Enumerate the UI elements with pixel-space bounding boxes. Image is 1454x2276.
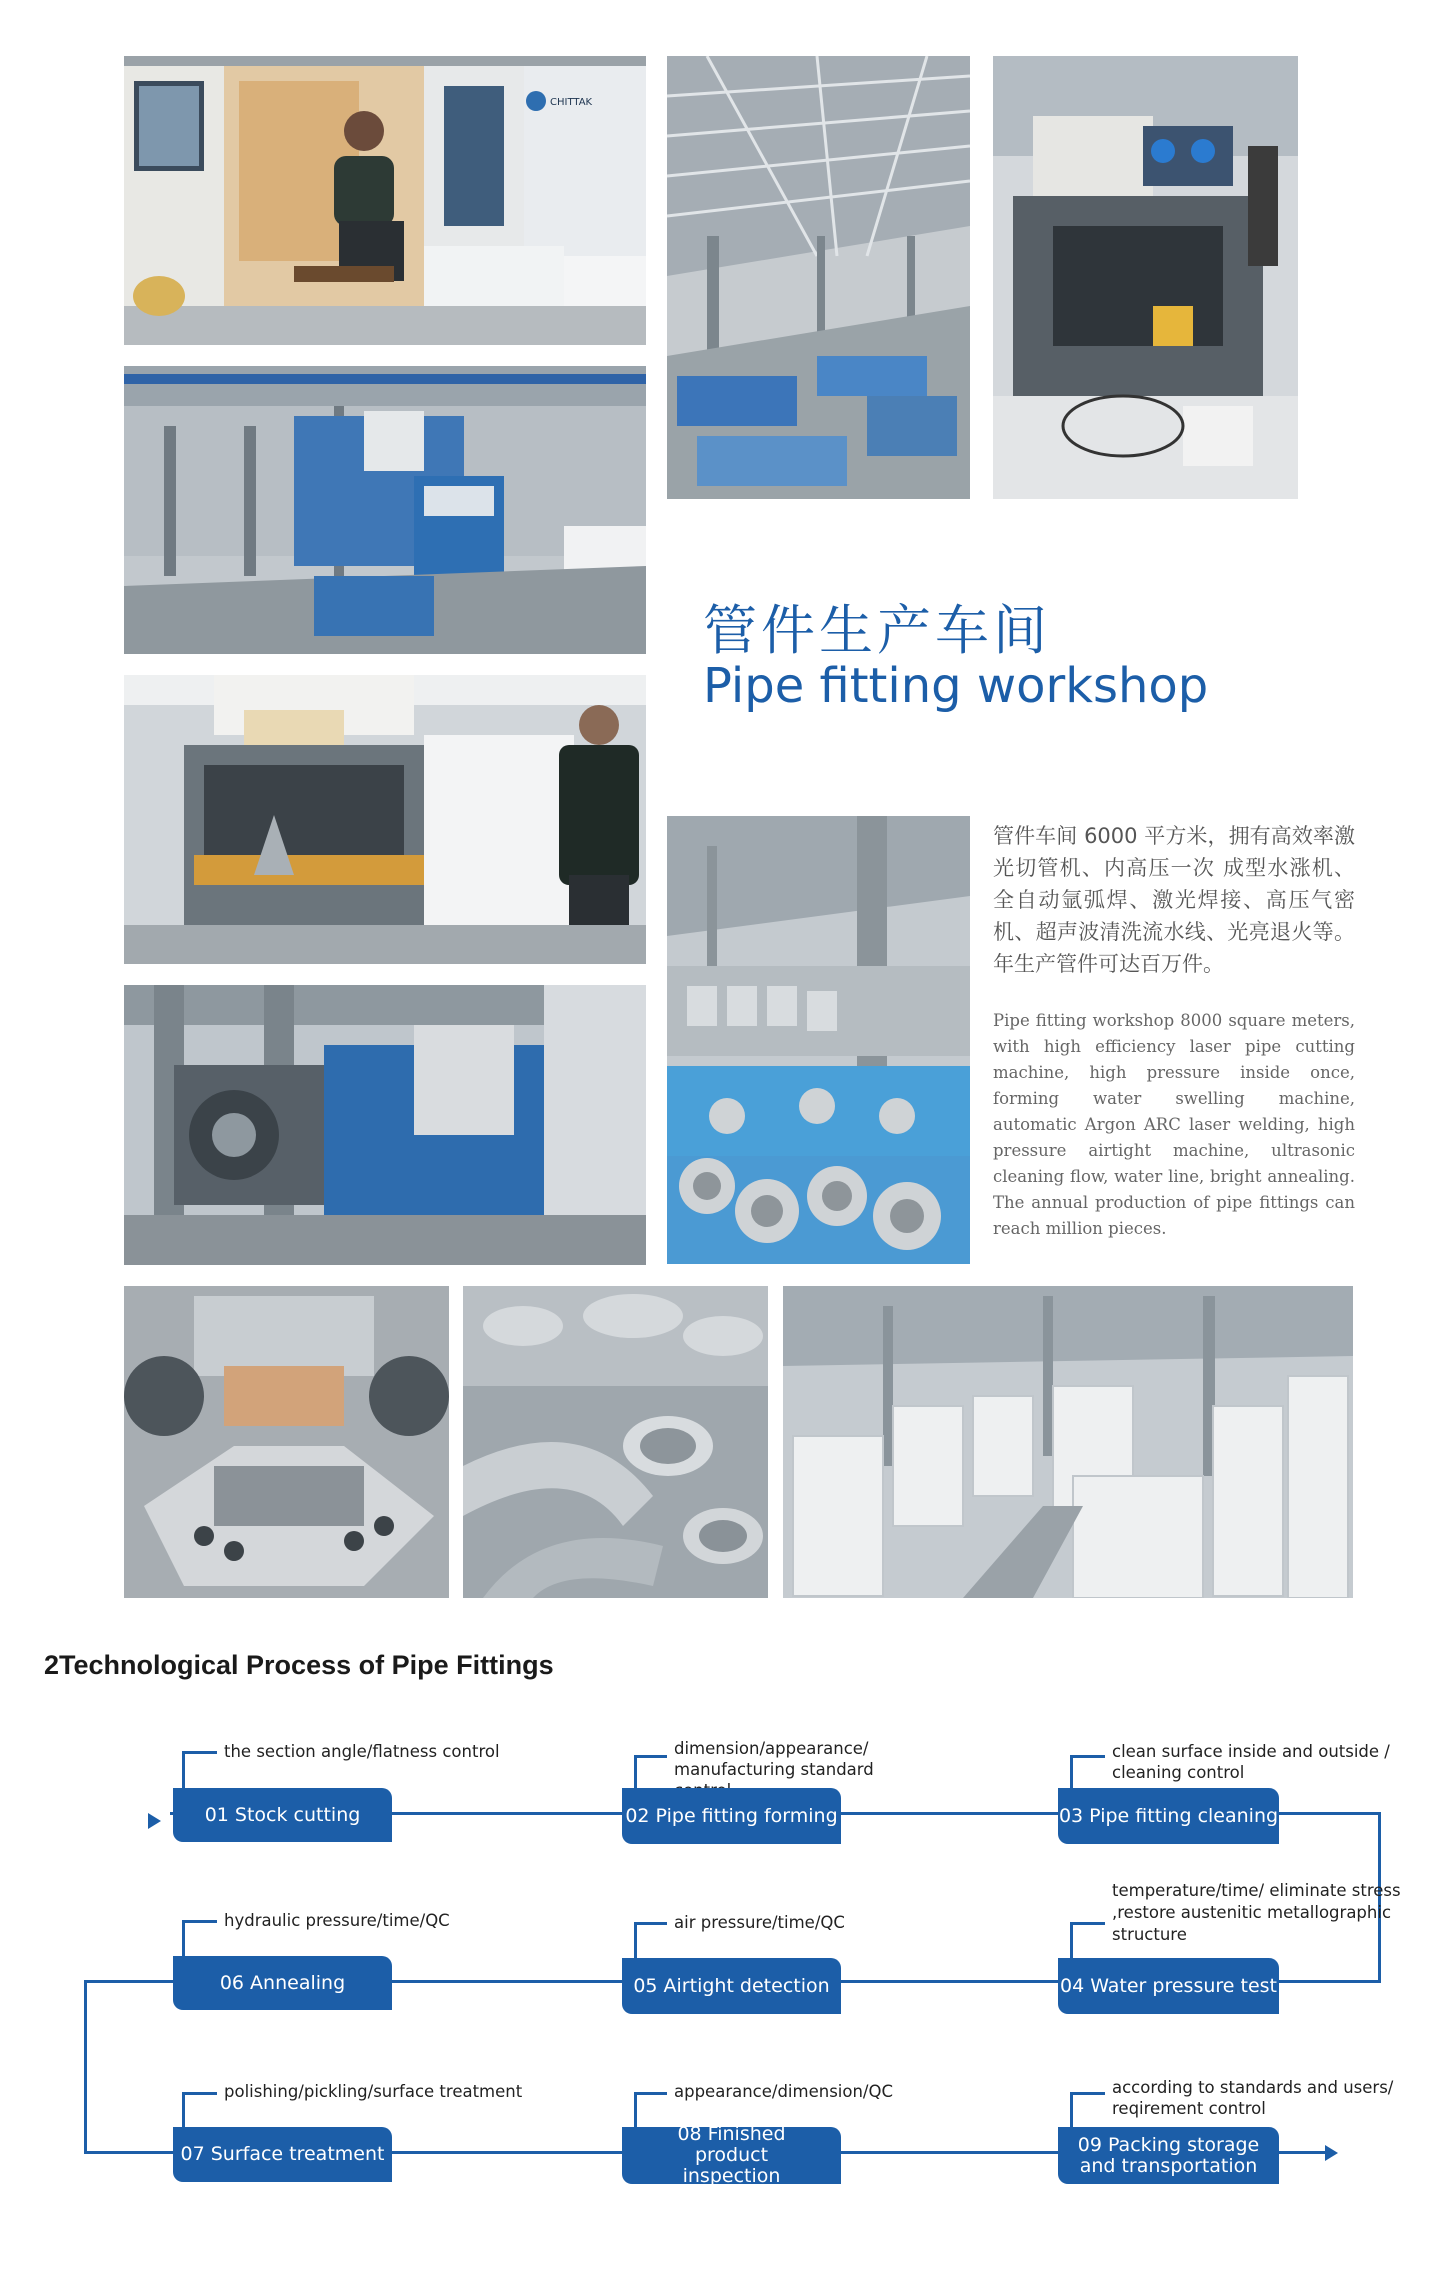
- workshop-title-en: Pipe fitting workshop: [703, 658, 1209, 714]
- step-note-09: according to standards and users/ reqirement control: [1112, 2078, 1394, 2118]
- note-bracket-04: [1070, 1922, 1105, 1961]
- note-bracket-02: [634, 1755, 667, 1792]
- workshop-title-cn: 管件生产车间: [703, 599, 1051, 662]
- step-note-05: air pressure/time/QC: [674, 1913, 845, 1932]
- flow-line-left-down: [84, 1980, 87, 2153]
- photo-steel-elbows: [463, 1286, 768, 1598]
- step-note-08: appearance/dimension/QC: [674, 2082, 893, 2101]
- note-bracket-07: [182, 2092, 217, 2131]
- step-note-03: clean surface inside and outside / cleaning control: [1112, 1742, 1390, 1782]
- flow-start-arrow-icon: [148, 1813, 161, 1829]
- photo-hydraulic-press: [124, 985, 646, 1265]
- photo-forming-machine: [993, 56, 1298, 499]
- photo-welding-machines: [124, 366, 646, 654]
- photo-worker-at-press: [124, 56, 646, 345]
- process-step-01: 01 Stock cutting: [173, 1788, 392, 1842]
- process-step-09: 09 Packing storage and transportation: [1058, 2127, 1279, 2184]
- photo-workshop-hall: [667, 56, 970, 499]
- note-bracket-09: [1070, 2092, 1105, 2131]
- workshop-description-cn: 管件车间 6000 平方米，拥有高效率激光切管机、内高压一次 成型水涨机、全自动氩弧焊、激光焊接、高压气密机、超声波清洗流水线、光亮退火等。年生产管件可达百万件。: [993, 824, 1355, 976]
- process-step-08: 08 Finished product inspection: [622, 2127, 841, 2184]
- note-bracket-06: [182, 1920, 217, 1959]
- photo-warehouse-crates: [783, 1286, 1353, 1598]
- note-bracket-05: [634, 1922, 667, 1961]
- note-bracket-01: [182, 1751, 217, 1790]
- process-title: 2Technological Process of Pipe Fittings: [44, 1650, 554, 1680]
- process-step-03: 03 Pipe fitting cleaning: [1058, 1788, 1279, 1844]
- step-note-07: polishing/pickling/surface treatment: [224, 2082, 523, 2101]
- step-note-01: the section angle/flatness control: [224, 1742, 500, 1761]
- step-note-02: dimension/appearance/ manufacturing standard: [674, 1739, 874, 1779]
- flow-end-arrow-icon: [1325, 2145, 1338, 2161]
- process-step-05: 05 Airtight detection: [622, 1958, 841, 2014]
- photo-forming-die: [124, 1286, 449, 1598]
- step-note-06: hydraulic pressure/time/QC: [224, 1911, 450, 1930]
- step-note-04: temperature/time/ eliminate stress ,restore austenitic metallographic structure: [1112, 1881, 1401, 1944]
- process-step-02: 02 Pipe fitting forming: [622, 1788, 841, 1844]
- workshop-description-en: Pipe fitting workshop 8000 square meters, with high efficiency laser pipe cutting machine, high pressure inside once, forming water swelling machine, automatic Argon ARC laser welding, high pressure airtight machine, ultrasonic cleaning flow, water line, bright annealing. The annual production of pipe fittings can reach million pieces.: [993, 1011, 1355, 1238]
- process-step-06: 06 Annealing: [173, 1956, 392, 2010]
- note-bracket-03: [1070, 1755, 1105, 1792]
- process-step-04: 04 Water pressure test: [1058, 1958, 1279, 2014]
- photo-fittings-bins: [667, 816, 970, 1264]
- photo-operator-press: [124, 675, 646, 964]
- logo-text: CHITTAK: [550, 97, 593, 108]
- process-step-07: 07 Surface treatment: [173, 2127, 392, 2182]
